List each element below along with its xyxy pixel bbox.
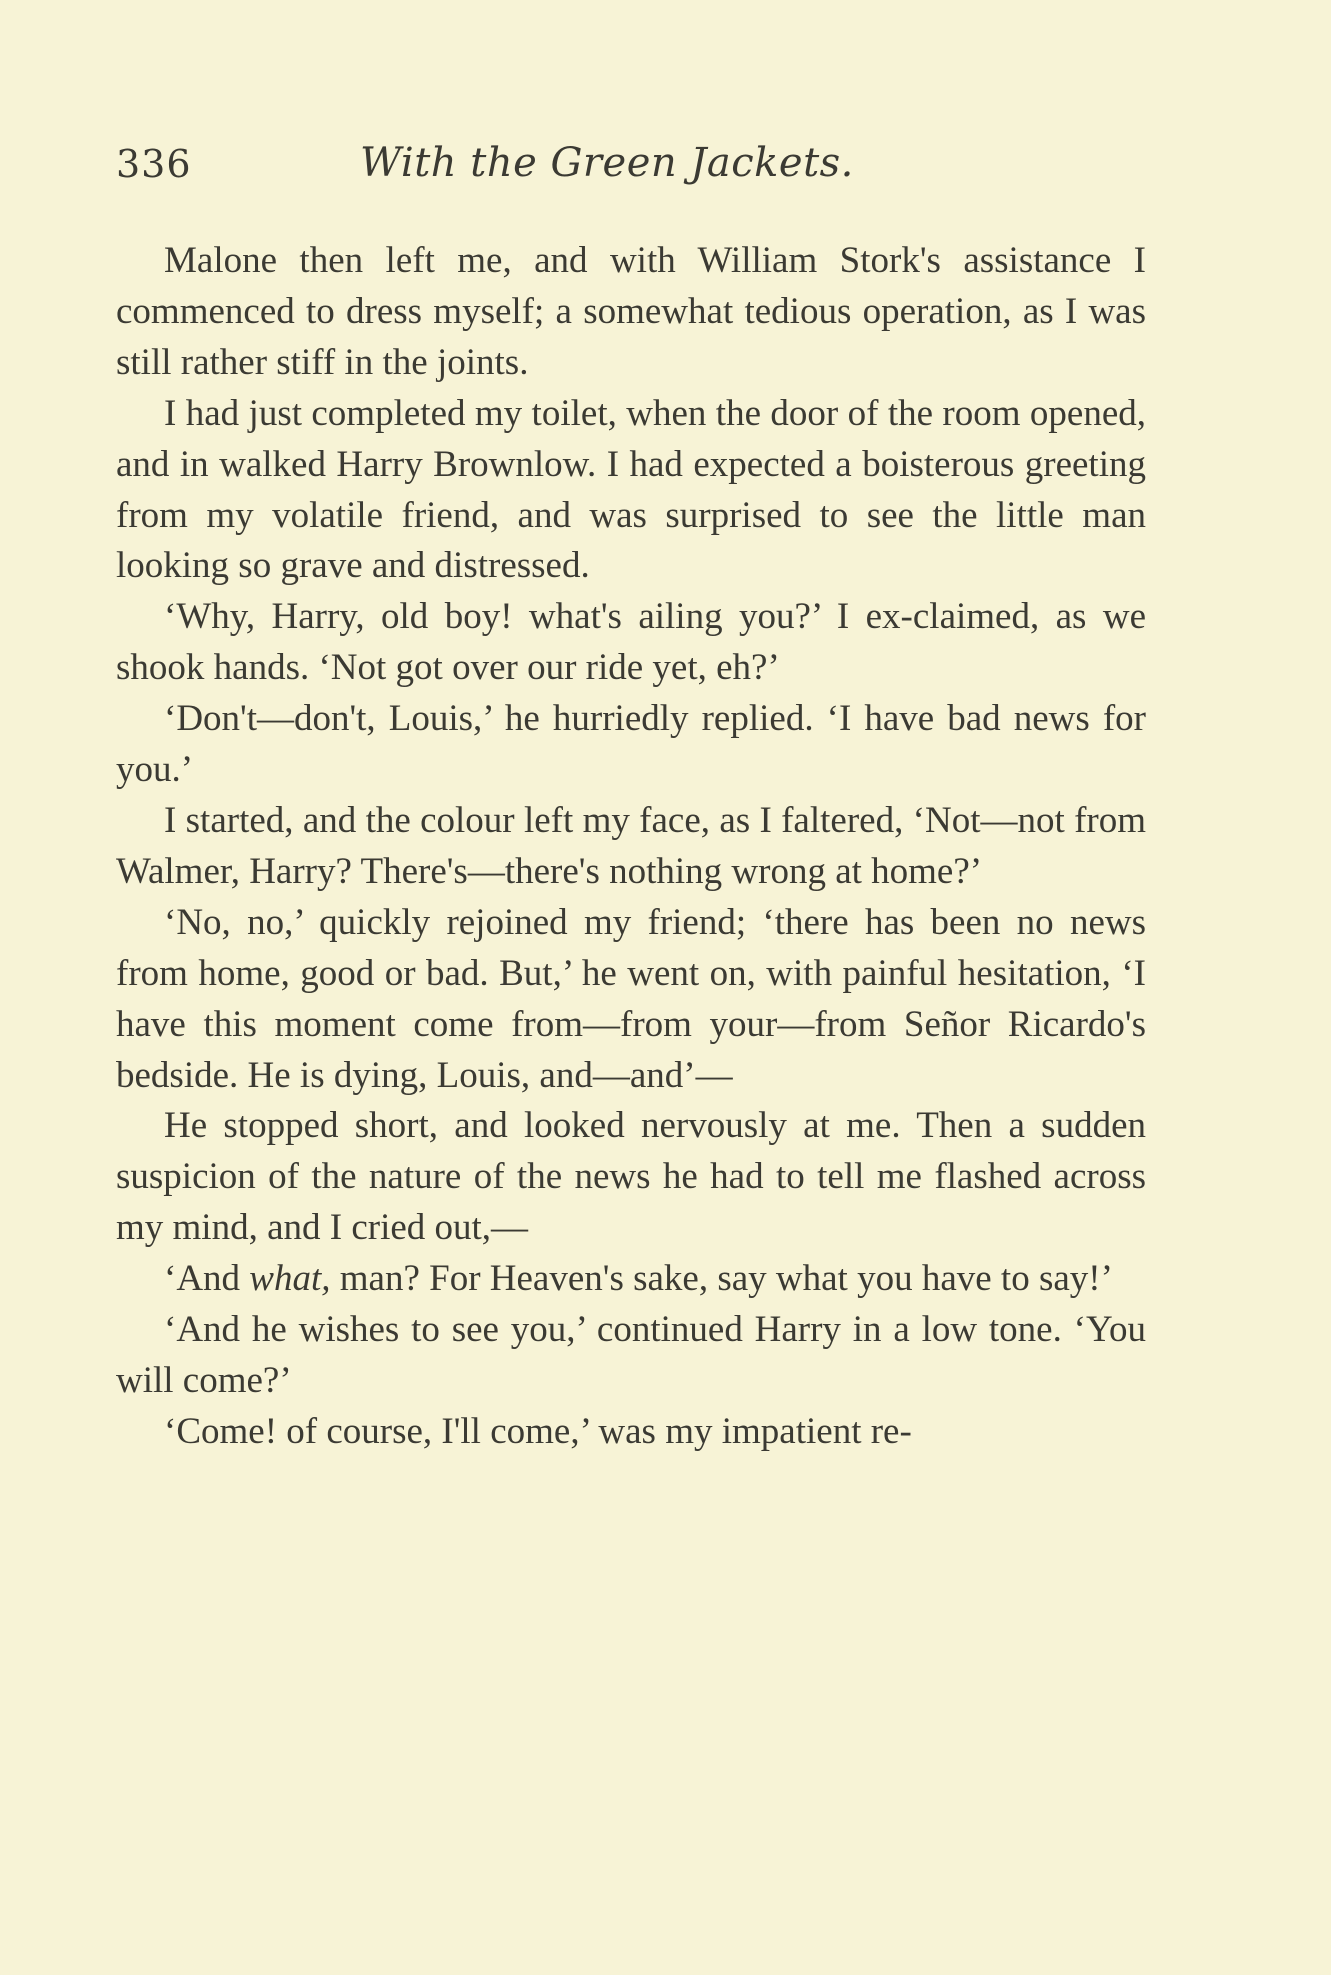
paragraph: I had just completed my toilet, when the door of the room opened, and in walked Harry Brownlow. I had expected a boisterous greeting from my volatile friend, and was surprised to see the little man looking so grave and distressed. [116, 392, 1146, 587]
paragraph: Malone then left me, and with William Stork's assistance I commenced to dress myself; a somewhat tedious operation, as I was still rather stiff in the joints. [116, 240, 1146, 383]
paragraph: ‘No, no,’ quickly rejoined my friend; ‘there has been no news from home, good or bad. But,’ he went on, with painful hesitation, ‘I have this moment come from—from your—from Señor Ricardo's bedside. He is dying, Louis, and—and’— [116, 901, 1146, 1096]
page-number: 336 [116, 142, 192, 186]
paragraph: ‘Come! of course, I'll come,’ was my impatient re- [164, 1410, 912, 1452]
paragraph: I started, and the colour left my face, as I faltered, ‘Not—not from Walmer, Harry? There's—there's nothing wrong at home?’ [116, 799, 1146, 892]
page-header [116, 142, 1116, 202]
paragraph-text: man? For Heaven's sake, say what you have to say!’ [330, 1258, 1113, 1300]
body-text [116, 236, 1146, 1458]
paragraph: He stopped short, and looked nervously at me. Then a sudden suspicion of the nature of the news he had to tell me flashed across my mind, and I cried out,— [116, 1105, 1146, 1249]
paragraph-text: ‘And [164, 1258, 250, 1300]
paragraph: ‘Why, Harry, old boy! what's ailing you?’ I ex-claimed, as we shook hands. ‘Not got over our ride yet, eh?’ [116, 596, 1146, 689]
paragraph-with-italic [116, 1254, 1146, 1305]
italic-word: what, [249, 1258, 331, 1300]
paragraph: ‘Don't—don't, Louis,’ he hurriedly replied. ‘I have bad news for you.’ [116, 698, 1146, 791]
running-title: With the Green Jackets. [360, 140, 854, 186]
paragraph: ‘And he wishes to see you,’ continued Harry in a low tone. ‘You will come?’ [116, 1309, 1146, 1401]
